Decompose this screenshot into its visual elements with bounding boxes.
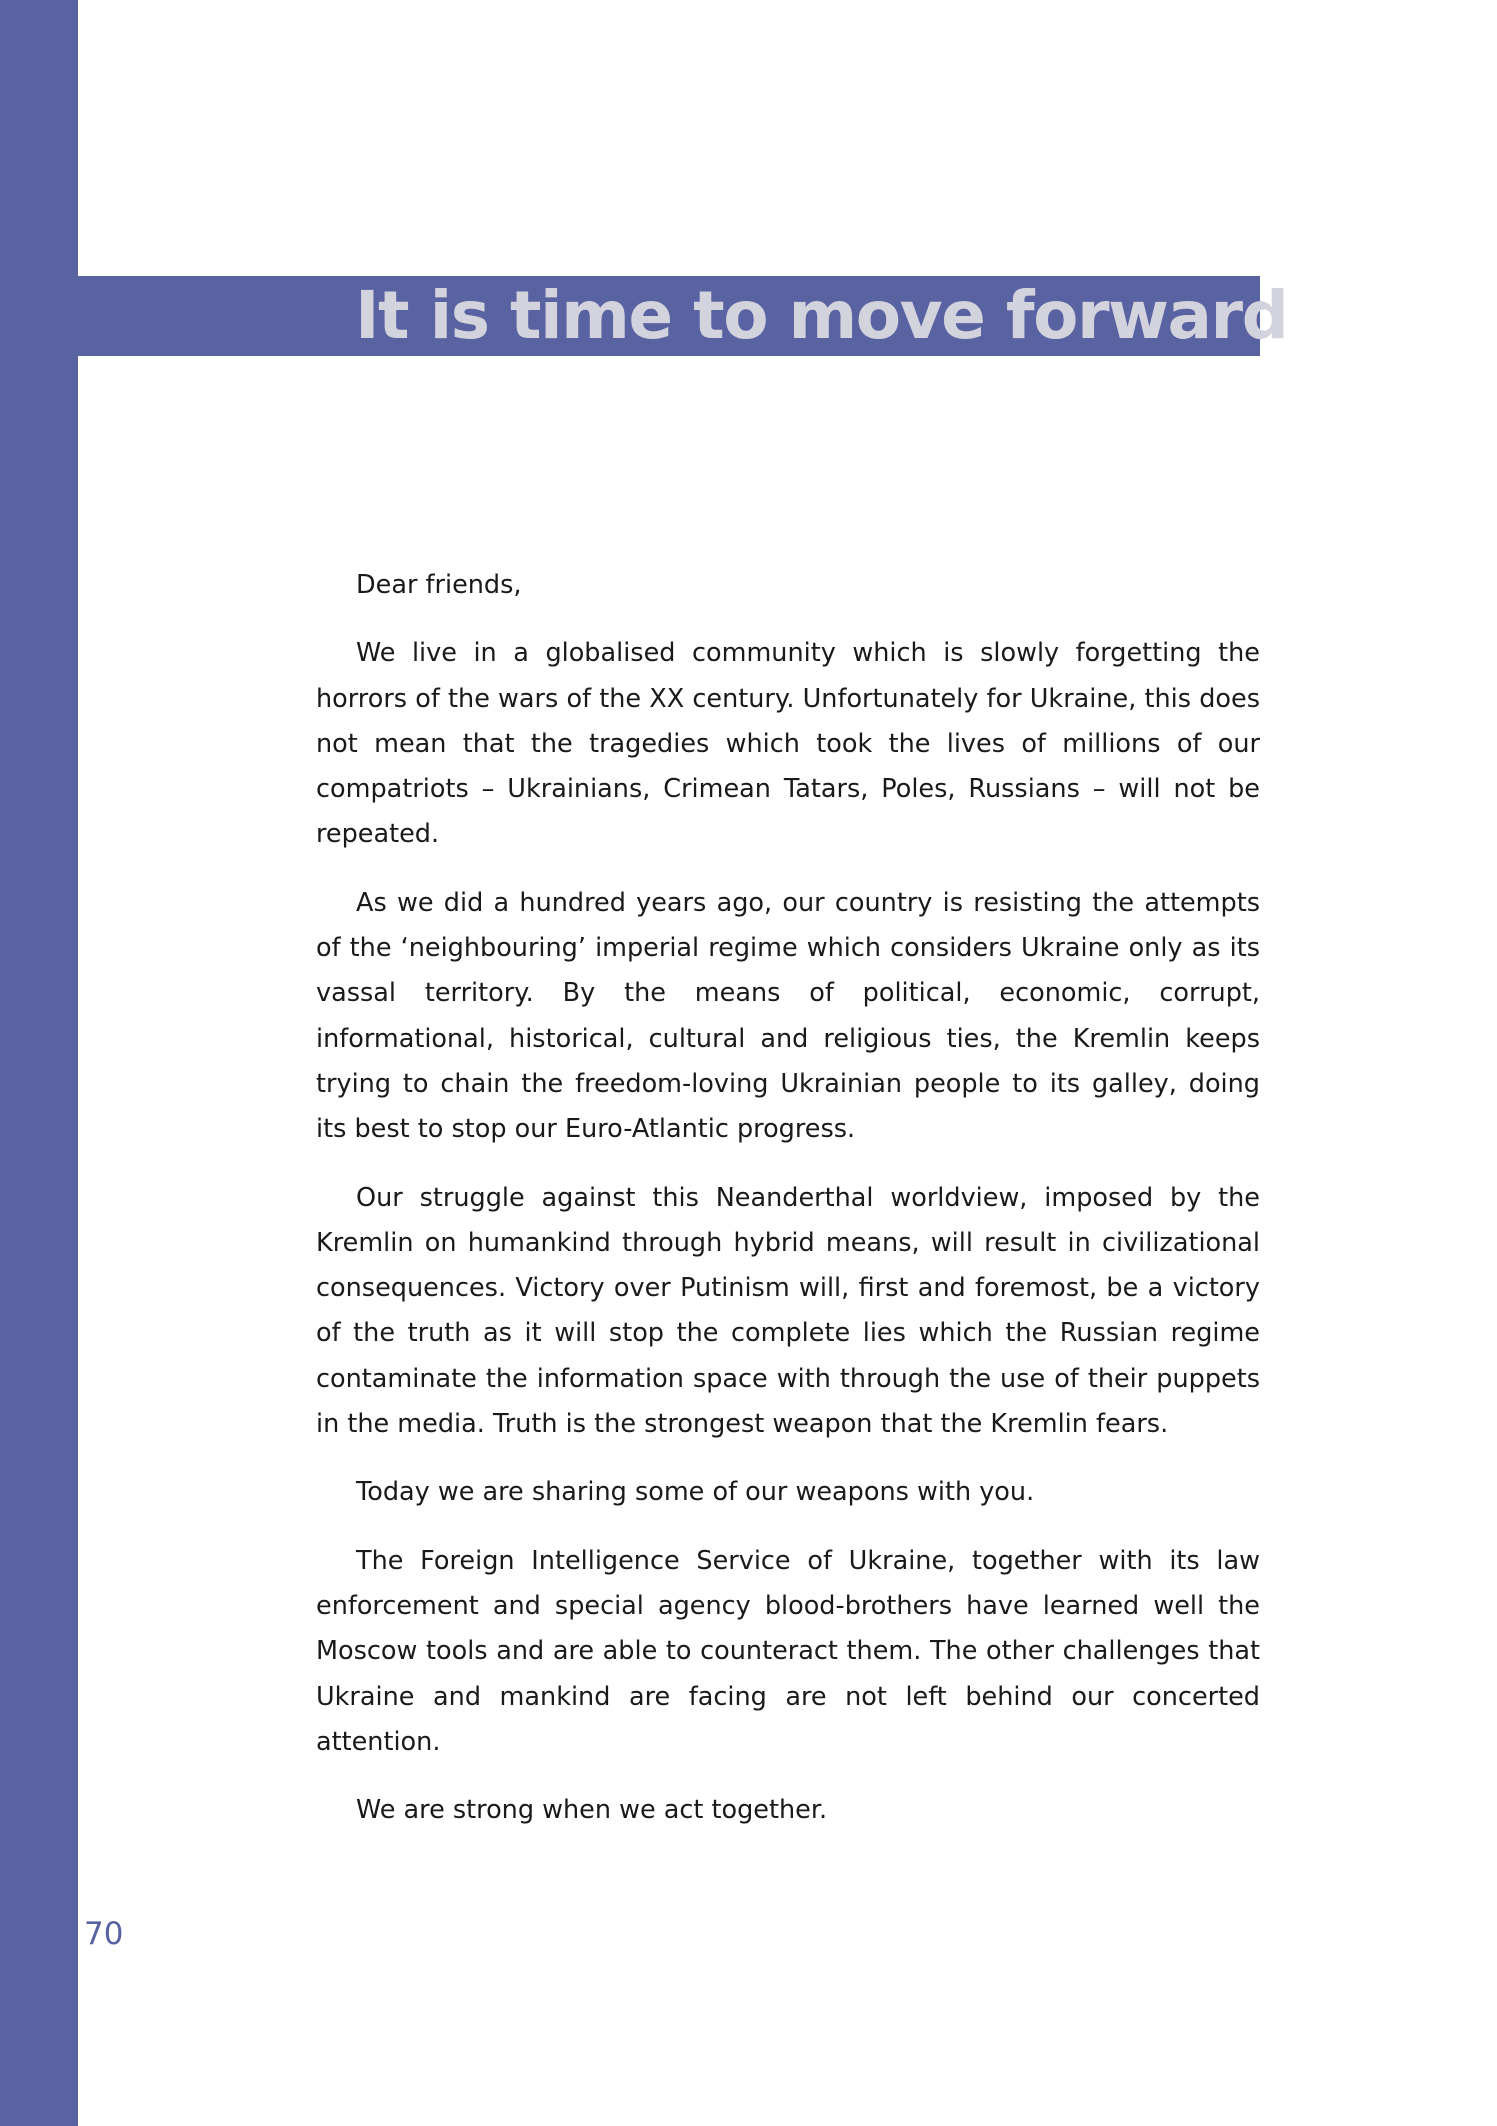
closing-paragraph: We are strong when we act together. bbox=[356, 1795, 828, 1826]
paragraph: The Foreign Intelligence Service of Ukraine, together with its law enforcement and special agency blood-brothers have learned well the Moscow tools and are able to counteract them. The other challenges that Ukraine and mankind are facing are not left behind our concerted attention. bbox=[316, 1545, 1260, 1757]
paragraph: Our struggle against this Neanderthal worldview, imposed by the Kremlin on humankind through hybrid means, will result in civilizational consequences. Victory over Putinism will, first and foremost, be a victory of the truth as it will stop the complete lies which the Russian regime contaminate the information space with through the use of their puppets in the media. Truth is the strongest weapon that the Kremlin fears. bbox=[316, 1182, 1260, 1440]
salutation: Dear friends, bbox=[356, 570, 522, 600]
paragraph: As we did a hundred years ago, our country is resisting the attempts of the ‘neighbouring’ imperial regime which considers Ukraine only as its vassal territory. By the means of political, economic, corrupt, informational, historical, cultural and religious ties, the Kremlin keeps trying to chain the freedom-loving Ukrainian people to its galley, doing its best to stop our Euro-Atlantic progress. bbox=[316, 887, 1260, 1145]
page-number: 70 bbox=[84, 1916, 124, 1952]
paragraph: Today we are sharing some of our weapons with you. bbox=[356, 1477, 1035, 1508]
page-title: It is time to move forward bbox=[355, 277, 1288, 354]
side-stripe bbox=[0, 0, 78, 2126]
letter-body bbox=[316, 563, 1260, 1856]
paragraph: We live in a globalised community which is slowly forgetting the horrors of the wars of the XX century. Unfortunately for Ukraine, this does not mean that the tragedies which took the lives of millions of our compatriots – Ukrainians, Crimean Tatars, Poles, Russians – will not be repeated. bbox=[316, 638, 1260, 850]
